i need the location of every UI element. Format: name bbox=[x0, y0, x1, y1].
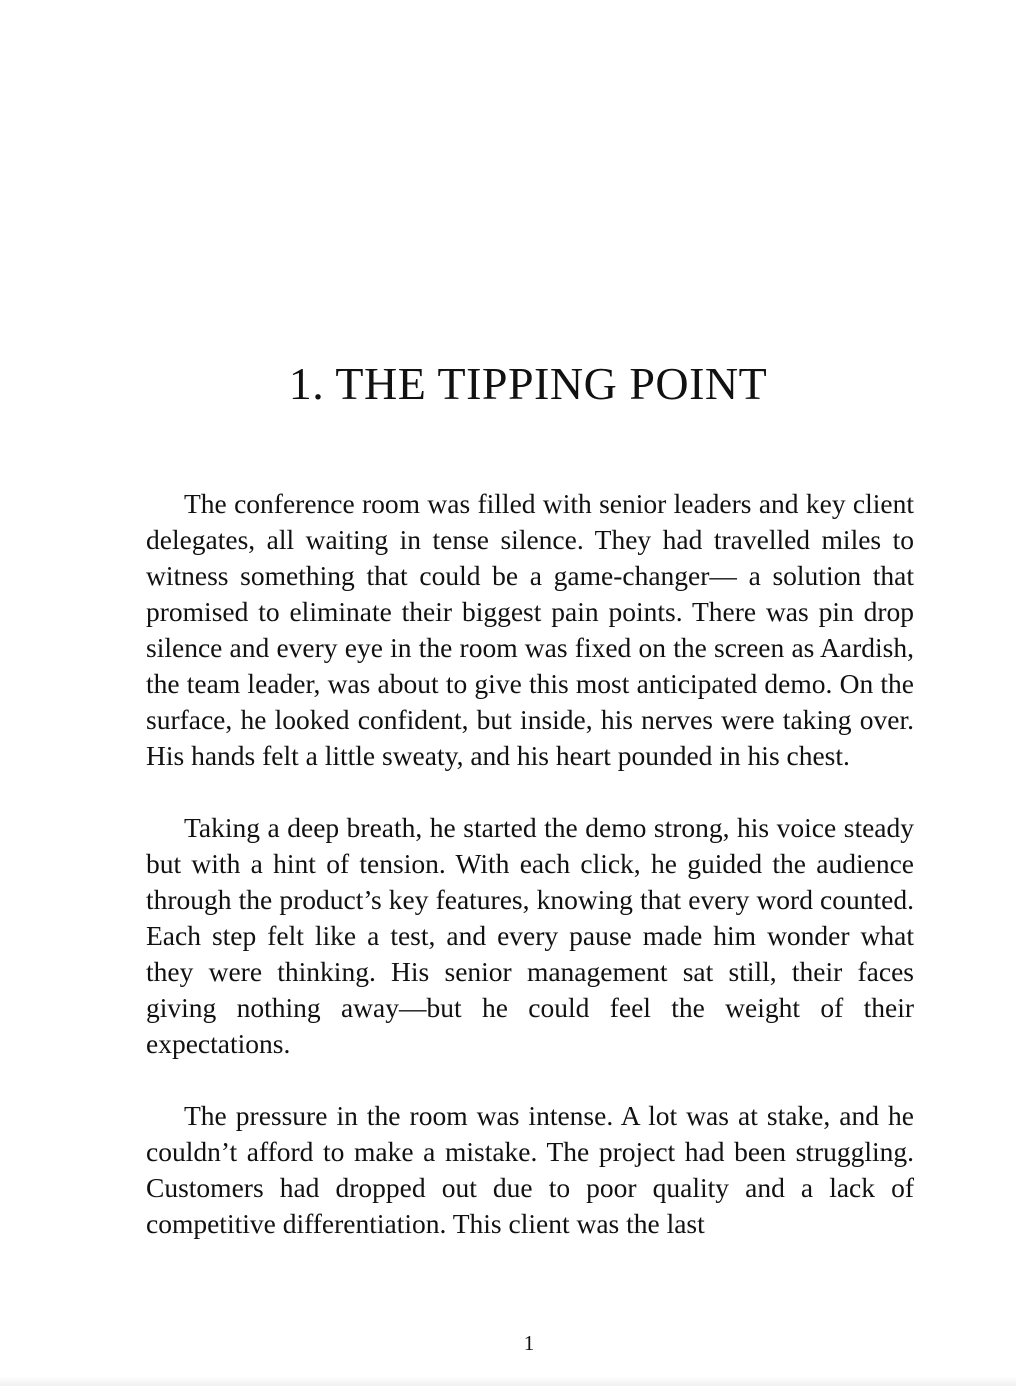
page-edge-shade bbox=[0, 1376, 1016, 1386]
paragraph-1: The conference room was filled with senior leaders and key client delegates, all waiting in tense silence. They had travelled miles to witness something that could be a game-changer— a solution that promised to eliminate their biggest pain points. There was pin drop silence and every eye in the room was fixed on the screen as Aardish, the team leader, was about to give this most anticipated demo. On the surface, he looked confident, but inside, his nerves were taking over. His hands felt a little sweaty, and his heart pounded in his chest. bbox=[146, 488, 914, 771]
paragraph-3: The pressure in the room was intense. A lot was at stake, and he couldn’t afford to make a mistake. The project had been struggling. Customers had dropped out due to poor quality and a lack of competitive differentiation. This client was the last bbox=[146, 1100, 914, 1239]
page-number: 1 bbox=[523, 1331, 535, 1355]
body-text bbox=[146, 486, 914, 1278]
chapter-title: 1. THE TIPPING POINT bbox=[288, 358, 768, 409]
paragraph-2: Taking a deep breath, he started the demo strong, his voice steady but with a hint of tension. With each click, he guided the audience through the product’s key features, knowing that every word counted. Each step felt like a test, and every pause made him wonder what they were thinking. His senior management sat still, their faces giving nothing away—but he could feel the weight of their expectations. bbox=[146, 812, 914, 1059]
